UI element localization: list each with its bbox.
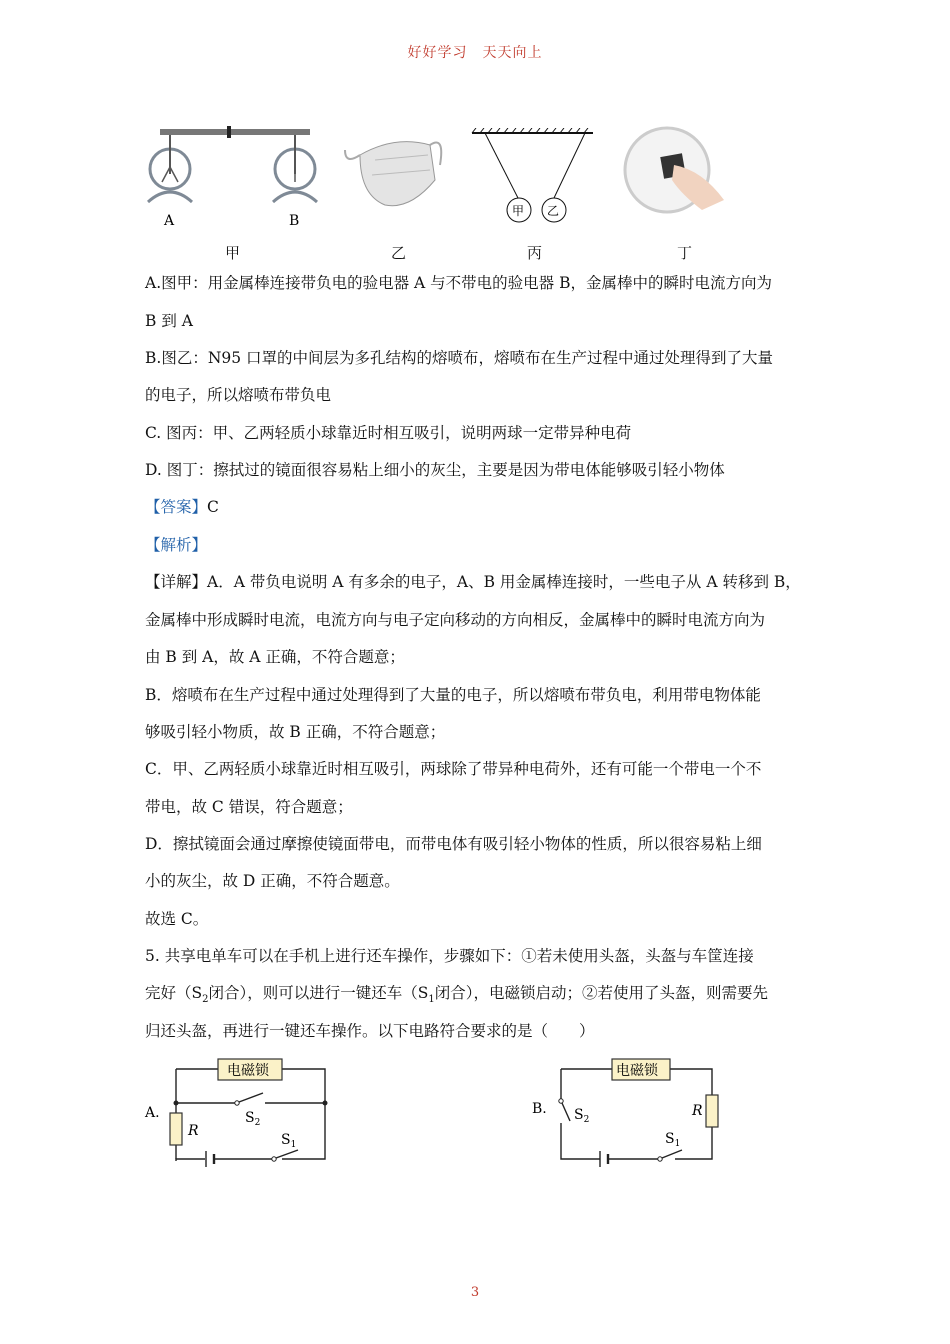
resistor-b <box>706 1095 718 1127</box>
detail-line7: 带电，故 C 错误，符合题意； <box>145 798 353 816</box>
resistor-label-b: R <box>692 1103 703 1119</box>
lock-label-b: 电磁锁 <box>616 1063 658 1079</box>
page-header: 好好学习 天天向上 <box>407 45 543 61</box>
detail-text1: A．A 带负电说明 A 有多余的电子，A、B 用金属棒连接时，一些电子从 A 转移到 B， <box>207 573 801 591</box>
detail-line1 <box>145 572 815 592</box>
q5-line2 <box>145 983 815 1010</box>
analysis-label: 【解析】 <box>145 536 208 554</box>
switch-s2-label-a: $S_2$ <box>245 1110 261 1128</box>
switch-s2-label-b: $S_2$ <box>574 1107 590 1125</box>
figure-bing-suspended-balls <box>470 128 595 226</box>
detail-line5: 够吸引轻小物质，故 B 正确，不符合题意； <box>145 723 446 741</box>
q5-s2-sub: 2 <box>202 994 209 1006</box>
detail-line3: 由 B 到 A，故 A 正确，不符合题意； <box>145 648 405 666</box>
option-b-line1: B.图乙：N95 口罩的中间层为多孔结构的熔喷布，熔喷布在生产过程中通过处理得到了大量 <box>145 349 774 367</box>
q5-line2-b: 闭合），则可以进行一键还车（S <box>208 984 429 1002</box>
circuit-b-label: B. <box>532 1101 547 1117</box>
answer-value: C <box>207 498 219 516</box>
q5-line2-c: 闭合），电磁锁启动；②若使用了头盔，则需要先 <box>434 984 769 1002</box>
answer-line <box>145 497 815 517</box>
detail-line6: C．甲、乙两轻质小球靠近时相互吸引，两球除了带异种电荷外，还有可能一个带电一个不 <box>145 760 762 778</box>
detail-line2: 金属棒中形成瞬时电流，电流方向与电子定向移动的方向相反，金属棒中的瞬时电流方向为 <box>145 611 766 629</box>
detail-line8: D．擦拭镜面会通过摩擦使镜面带电，而带电体有吸引轻小物体的性质，所以很容易粘上细 <box>145 835 762 853</box>
caption-jia: 甲 <box>225 244 241 262</box>
page-number: 3 <box>470 1285 480 1300</box>
circuit-a-label: A. <box>145 1105 160 1121</box>
q5-line2-a: 完好（S <box>145 984 203 1002</box>
detail-line10: 故选 C。 <box>145 910 209 928</box>
detail-line9: 小的灰尘，故 D 正确，不符合题意。 <box>145 872 400 890</box>
electroscope-label-a: A <box>164 213 175 229</box>
figure-yi-n95-mask <box>340 125 450 215</box>
option-a-line1: A.图甲：用金属棒连接带负电的验电器 A 与不带电的验电器 B，金属棒中的瞬时电流方向为 <box>145 274 772 292</box>
circuit-a <box>140 1055 350 1170</box>
option-a-line2: B 到 A <box>145 312 193 330</box>
option-d: D. 图丁：擦拭过的镜面很容易粘上细小的灰尘，主要是因为带电体能够吸引轻小物体 <box>145 461 725 479</box>
caption-yi: 乙 <box>391 244 407 262</box>
switch-s1-label-a: $S_1$ <box>281 1132 297 1150</box>
resistor-label-a: R <box>188 1123 199 1139</box>
figure-jia-electroscopes <box>140 122 320 232</box>
figure-ding-mirror-wiping <box>612 125 727 215</box>
q5-line1: 5. 共享电单车可以在手机上进行还车操作，步骤如下：①若未使用头盔，头盔与车筐连接 <box>145 947 754 965</box>
ball-label-jia: 甲 <box>512 204 525 218</box>
option-c: C. 图丙：甲、乙两轻质小球靠近时相互吸引，说明两球一定带异种电荷 <box>145 424 632 442</box>
option-b-line2: 的电子，所以熔喷布带负电 <box>145 386 332 404</box>
circuit-b <box>530 1055 730 1170</box>
resistor-a <box>170 1113 182 1145</box>
electroscope-label-b: B <box>289 213 300 229</box>
detail-line4: B．熔喷布在生产过程中通过处理得到了大量的电子，所以熔喷布带负电，利用带电物体能 <box>145 686 761 704</box>
q5-s1-sub: 1 <box>428 994 435 1006</box>
switch-s1-label-b: $S_1$ <box>665 1131 681 1149</box>
detail-label: 【详解】 <box>145 573 208 591</box>
caption-ding: 丁 <box>677 244 693 262</box>
ball-label-yi: 乙 <box>547 204 560 218</box>
lock-label-a: 电磁锁 <box>227 1063 269 1079</box>
caption-bing: 丙 <box>527 244 543 262</box>
q5-line3: 归还头盔，再进行一键还车操作。以下电路符合要求的是（ ） <box>145 1022 595 1040</box>
answer-label: 【答案】 <box>145 498 208 516</box>
